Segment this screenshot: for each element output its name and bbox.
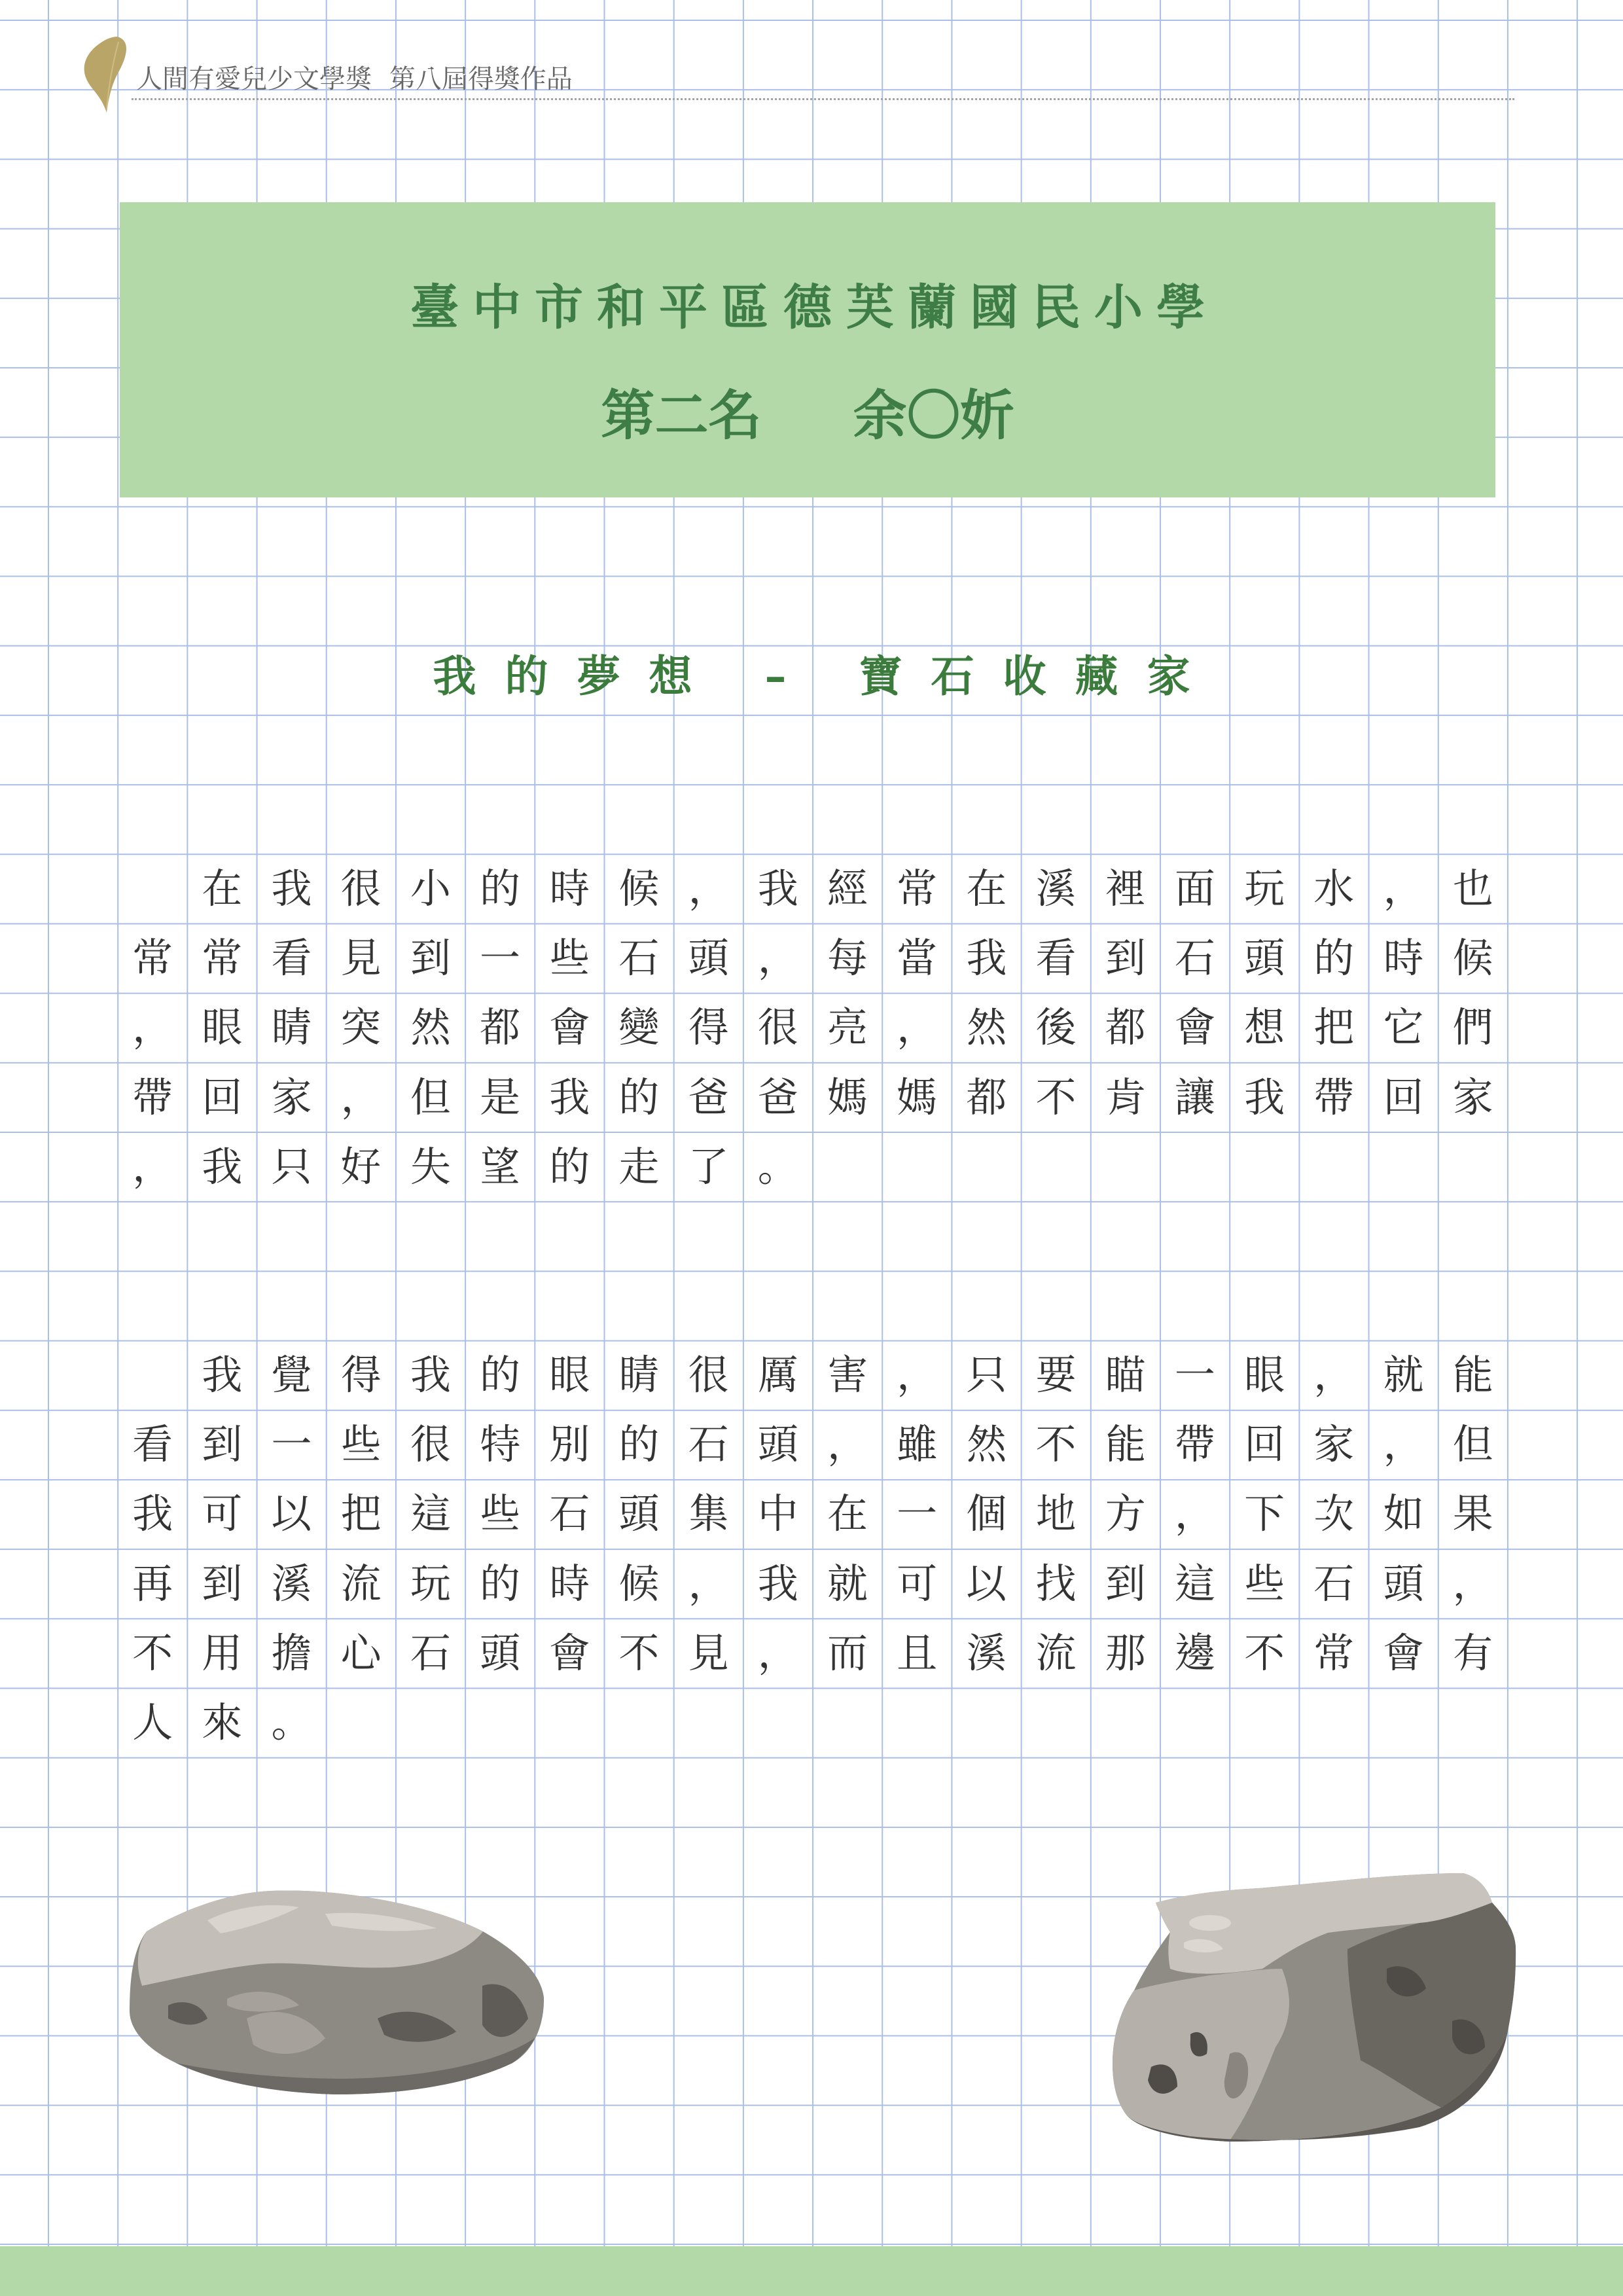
character-cell: 玩 — [410, 1559, 451, 1607]
paragraph-line — [118, 924, 1508, 993]
character-cell: 經 — [827, 865, 868, 912]
character-cell: 會 — [1174, 1003, 1215, 1052]
character-cell: 常 — [202, 934, 243, 982]
character-cell: 些 — [340, 1420, 382, 1469]
character-cell: 它 — [1383, 1003, 1424, 1052]
character-cell: 石 — [1313, 1559, 1355, 1607]
character-cell: 睛 — [618, 1351, 660, 1399]
character-cell: 回 — [202, 1073, 243, 1121]
character-cell: 我 — [757, 865, 798, 912]
character-cell: 下 — [1244, 1490, 1285, 1538]
paragraph-line — [118, 1688, 1508, 1757]
character-cell: ， — [757, 1628, 798, 1677]
character-cell: ， — [132, 1003, 173, 1052]
character-cell: 地 — [1035, 1490, 1077, 1538]
character-cell: 集 — [688, 1490, 729, 1538]
character-cell: 在 — [202, 865, 243, 912]
character-cell: 也 — [1452, 865, 1493, 912]
essay-title: 我的夢想 – 寶石收藏家 — [433, 651, 1219, 702]
character-cell: 且 — [897, 1628, 938, 1677]
character-cell: 眼 — [549, 1351, 590, 1399]
character-cell: 不 — [1035, 1073, 1077, 1121]
rock-highlight — [1189, 1915, 1231, 1931]
character-cell: 的 — [618, 1420, 660, 1469]
character-cell: 頭 — [1244, 934, 1285, 982]
character-cell: ， — [340, 1073, 382, 1121]
character-cell: 我 — [966, 934, 1007, 982]
anthology-title: 人間有愛兒少文學獎 第八屆得獎作品 — [136, 64, 573, 94]
character-cell: 別 — [549, 1420, 590, 1469]
character-cell: 常 — [1313, 1628, 1355, 1677]
character-cell: 家 — [1313, 1420, 1355, 1469]
character-cell: ， — [688, 1559, 729, 1607]
character-cell: 眼 — [1244, 1351, 1285, 1399]
character-cell: 不 — [1035, 1420, 1077, 1469]
character-cell: 到 — [1105, 934, 1146, 982]
character-cell: 爸 — [757, 1073, 798, 1121]
award-rank: 第二名 — [601, 384, 762, 447]
character-cell: 當 — [897, 934, 938, 982]
character-cell: ， — [1383, 1420, 1424, 1469]
character-cell: 的 — [1313, 934, 1355, 982]
paragraph-line — [118, 1619, 1508, 1688]
header-dotted-rule — [132, 98, 1514, 100]
character-cell: 很 — [410, 1420, 451, 1469]
character-cell: ， — [688, 865, 729, 912]
character-cell: 害 — [827, 1351, 868, 1399]
character-cell: 次 — [1313, 1490, 1355, 1538]
character-cell: 時 — [549, 1559, 590, 1607]
character-cell: 覺 — [271, 1351, 312, 1399]
character-cell: 溪 — [966, 1628, 1007, 1677]
character-cell: 的 — [480, 865, 521, 912]
character-cell: 但 — [1452, 1420, 1493, 1469]
character-cell: 的 — [480, 1559, 521, 1607]
author-name: 余〇妡 — [853, 384, 1014, 447]
character-cell: 不 — [1244, 1628, 1285, 1677]
character-cell: 失 — [410, 1142, 451, 1191]
character-cell: 是 — [480, 1073, 521, 1121]
character-cell: 回 — [1383, 1073, 1424, 1121]
character-cell: 到 — [410, 934, 451, 982]
character-cell: 石 — [410, 1628, 451, 1677]
character-cell: 但 — [410, 1073, 451, 1121]
character-cell: ， — [827, 1420, 868, 1469]
character-cell: 突 — [340, 1003, 382, 1052]
character-cell: ， — [757, 934, 798, 982]
character-cell: 到 — [202, 1420, 243, 1469]
character-cell: 到 — [1105, 1559, 1146, 1607]
character-cell: 頭 — [1383, 1559, 1424, 1607]
character-cell: 我 — [549, 1073, 590, 1121]
character-cell: ， — [1383, 865, 1424, 912]
character-cell: 都 — [966, 1073, 1007, 1121]
character-cell: 個 — [966, 1490, 1007, 1538]
character-cell: 看 — [271, 934, 312, 982]
character-cell: 石 — [549, 1490, 590, 1538]
character-cell: 很 — [757, 1003, 798, 1052]
character-cell: 流 — [1035, 1628, 1077, 1677]
character-cell: 再 — [132, 1559, 173, 1607]
character-cell: 可 — [202, 1490, 243, 1538]
character-cell: 只 — [271, 1142, 312, 1191]
character-cell: 家 — [1452, 1073, 1493, 1121]
character-cell: 在 — [966, 865, 1007, 912]
character-cell: 水 — [1313, 865, 1355, 912]
character-cell: 眼 — [202, 1003, 243, 1052]
paragraph-line — [118, 854, 1508, 924]
character-cell: 溪 — [271, 1559, 312, 1607]
rock-icon — [1112, 1871, 1516, 2144]
school-name: 臺中市和平區德芙蘭國民小學 — [410, 279, 1219, 336]
character-cell: 我 — [271, 865, 312, 912]
essay-paragraph-2 — [118, 1340, 1508, 1757]
character-cell: ， — [1174, 1490, 1215, 1538]
character-cell: 一 — [1174, 1351, 1215, 1399]
character-cell: 來 — [202, 1698, 243, 1746]
character-cell: 以 — [966, 1559, 1007, 1607]
character-cell: 這 — [410, 1490, 451, 1538]
character-cell: 候 — [618, 865, 660, 912]
character-cell: 果 — [1452, 1490, 1493, 1538]
character-cell: ， — [897, 1351, 938, 1399]
character-cell: 就 — [1383, 1351, 1424, 1399]
character-cell: 。 — [271, 1698, 312, 1746]
character-cell: 會 — [549, 1628, 590, 1677]
author-banner — [120, 202, 1495, 497]
character-cell: 可 — [897, 1559, 938, 1607]
character-cell: 見 — [340, 934, 382, 982]
paragraph-line — [118, 1132, 1508, 1202]
character-cell: 的 — [480, 1351, 521, 1399]
character-cell: 方 — [1105, 1490, 1146, 1538]
paragraph-line — [118, 1063, 1508, 1132]
character-cell: 家 — [271, 1073, 312, 1121]
character-cell: 亮 — [827, 1003, 868, 1052]
character-cell: 我 — [410, 1351, 451, 1399]
footer-band — [0, 2246, 1623, 2296]
character-cell: 小 — [410, 865, 451, 912]
character-cell: 得 — [688, 1003, 729, 1052]
character-cell: 我 — [757, 1559, 798, 1607]
character-cell: 人 — [132, 1698, 173, 1746]
character-cell: 見 — [688, 1628, 729, 1677]
character-cell: 流 — [340, 1559, 382, 1607]
character-cell: 面 — [1174, 865, 1215, 912]
character-cell: 然 — [966, 1420, 1007, 1469]
character-cell: 們 — [1452, 1003, 1493, 1052]
character-cell: 只 — [966, 1351, 1007, 1399]
character-cell: 帶 — [132, 1073, 173, 1121]
character-cell: 好 — [340, 1142, 382, 1191]
character-cell: 些 — [549, 934, 590, 982]
character-cell: 心 — [340, 1628, 382, 1677]
character-cell: 常 — [897, 865, 938, 912]
character-cell: 帶 — [1174, 1420, 1215, 1469]
character-cell: 。 — [757, 1142, 798, 1191]
character-cell: 能 — [1452, 1351, 1493, 1399]
character-cell: 找 — [1035, 1559, 1077, 1607]
character-cell: 回 — [1244, 1420, 1285, 1469]
rock-icon — [129, 1888, 544, 2096]
character-cell: ， — [1313, 1351, 1355, 1399]
character-cell: 時 — [1383, 934, 1424, 982]
character-cell: 瞄 — [1105, 1351, 1146, 1399]
character-cell: 每 — [827, 934, 868, 982]
character-cell: 想 — [1244, 1003, 1285, 1052]
character-cell: 頭 — [618, 1490, 660, 1538]
character-cell: 都 — [480, 1003, 521, 1052]
character-cell: 我 — [202, 1351, 243, 1399]
character-cell: 這 — [1174, 1559, 1215, 1607]
character-cell: ， — [897, 1003, 938, 1052]
character-cell: 些 — [1244, 1559, 1285, 1607]
paragraph-line — [118, 1340, 1508, 1410]
leaf-shape — [84, 37, 126, 113]
character-cell: 到 — [202, 1559, 243, 1607]
character-cell: 後 — [1035, 1003, 1077, 1052]
character-cell: 時 — [549, 865, 590, 912]
character-cell: 而 — [827, 1628, 868, 1677]
character-cell: 石 — [1174, 934, 1215, 982]
paragraph-line — [118, 993, 1508, 1062]
character-cell: 頭 — [688, 934, 729, 982]
award-line — [120, 383, 1495, 448]
paragraph-line — [118, 1549, 1508, 1619]
character-cell: 媽 — [827, 1073, 868, 1121]
paragraph-line — [118, 1479, 1508, 1549]
character-cell: 特 — [480, 1420, 521, 1469]
character-cell: 候 — [1452, 934, 1493, 982]
character-cell: 溪 — [1035, 865, 1077, 912]
character-cell: 雖 — [897, 1420, 938, 1469]
character-cell: 媽 — [897, 1073, 938, 1121]
character-cell: 候 — [618, 1559, 660, 1607]
character-cell: 帶 — [1313, 1073, 1355, 1121]
character-cell: 不 — [618, 1628, 660, 1677]
character-cell: 我 — [132, 1490, 173, 1538]
character-cell: 裡 — [1105, 865, 1146, 912]
character-cell: 走 — [618, 1142, 660, 1191]
character-cell: 的 — [618, 1073, 660, 1121]
character-cell: 石 — [688, 1420, 729, 1469]
character-cell: 頭 — [480, 1628, 521, 1677]
character-cell: 會 — [1383, 1628, 1424, 1677]
character-cell: 然 — [966, 1003, 1007, 1052]
character-cell: 看 — [132, 1420, 173, 1469]
character-cell: 的 — [549, 1142, 590, 1191]
character-cell: ， — [132, 1142, 173, 1191]
character-cell: 一 — [271, 1420, 312, 1469]
character-cell: 能 — [1105, 1420, 1146, 1469]
character-cell: 那 — [1105, 1628, 1146, 1677]
essay-paragraph-1 — [118, 854, 1508, 1202]
character-cell: 要 — [1035, 1351, 1077, 1399]
taiwan-leaf-icon — [80, 35, 128, 114]
character-cell: 很 — [688, 1351, 729, 1399]
character-cell: 我 — [1244, 1073, 1285, 1121]
character-cell: 都 — [1105, 1003, 1146, 1052]
character-cell: 然 — [410, 1003, 451, 1052]
character-cell: 有 — [1452, 1628, 1493, 1677]
character-cell: 石 — [618, 934, 660, 982]
character-cell: 擔 — [271, 1628, 312, 1677]
character-cell: 很 — [340, 865, 382, 912]
character-cell: 把 — [340, 1490, 382, 1538]
character-cell: 厲 — [757, 1351, 798, 1399]
character-cell: 以 — [271, 1490, 312, 1538]
character-cell: 用 — [202, 1628, 243, 1677]
character-cell: 頭 — [757, 1420, 798, 1469]
character-cell: 不 — [132, 1628, 173, 1677]
character-cell: 爸 — [688, 1073, 729, 1121]
character-cell: 讓 — [1174, 1073, 1215, 1121]
character-cell: 些 — [480, 1490, 521, 1538]
character-cell: 一 — [480, 934, 521, 982]
character-cell: 一 — [897, 1490, 938, 1538]
paragraph-line — [118, 1410, 1508, 1479]
character-cell: 肯 — [1105, 1073, 1146, 1121]
character-cell: 中 — [757, 1490, 798, 1538]
character-cell: 會 — [549, 1003, 590, 1052]
character-cell: 了 — [688, 1142, 729, 1191]
character-cell: 望 — [480, 1142, 521, 1191]
character-cell: 得 — [340, 1351, 382, 1399]
character-cell: 看 — [1035, 934, 1077, 982]
character-cell: 我 — [202, 1142, 243, 1191]
character-cell: 把 — [1313, 1003, 1355, 1052]
character-cell: 邊 — [1174, 1628, 1215, 1677]
character-cell: 變 — [618, 1003, 660, 1052]
character-cell: 玩 — [1244, 865, 1285, 912]
character-cell: 在 — [827, 1490, 868, 1538]
character-cell: 睛 — [271, 1003, 312, 1052]
character-cell: 常 — [132, 934, 173, 982]
character-cell: 如 — [1383, 1490, 1424, 1538]
character-cell: 就 — [827, 1559, 868, 1607]
character-cell: ， — [1452, 1559, 1493, 1607]
